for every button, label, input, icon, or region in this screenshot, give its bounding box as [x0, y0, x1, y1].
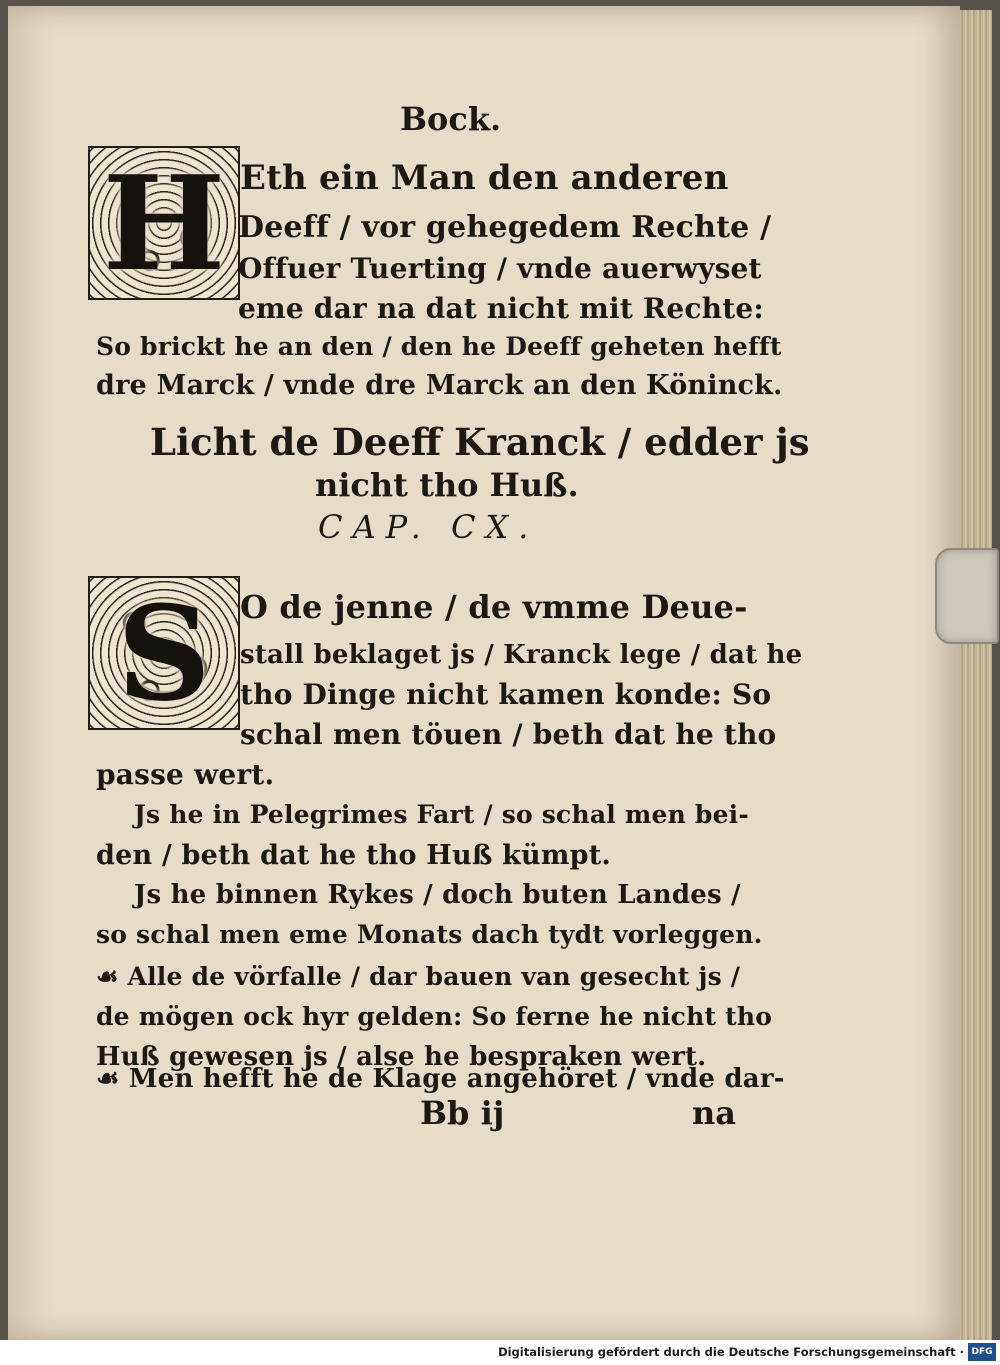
- text-line: So brickt he an den / den he Deeff geheten hefft: [96, 332, 782, 361]
- text-line: Js he binnen Rykes / doch buten Landes /: [134, 880, 741, 910]
- text-line: O de jenne / de vmme Deue-: [240, 588, 748, 626]
- text-line: Deeff / vor gehegedem Rechte /: [238, 210, 772, 245]
- decorated-initial-s: [88, 576, 240, 730]
- text-line: eme dar na dat nicht mit Rechte:: [238, 292, 764, 325]
- text-line: schal men töuen / beth dat he tho: [240, 718, 777, 751]
- text-line: Huß gewesen js / alse he bespraken wert.: [96, 1042, 707, 1072]
- catchword: na: [692, 1094, 736, 1132]
- text-line: stall beklaget js / Kranck lege / dat he: [240, 640, 803, 670]
- text-line: Offuer Tuerting / vnde auerwyset: [238, 252, 762, 285]
- section-heading: nicht tho Huß.: [315, 466, 579, 504]
- footer-credit: Digitalisierung gefördert durch die Deutsche Forschungsgemeinschaft ·: [498, 1345, 964, 1359]
- text-line: passe wert.: [96, 758, 275, 791]
- text-line: Js he in Pelegrimes Fart / so schal men bei-: [134, 800, 749, 829]
- book-clasp: [935, 548, 999, 644]
- text-line: ☙ Alle de vörfalle / dar bauen van gesecht js /: [96, 962, 741, 991]
- text-line: tho Dinge nicht kamen konde: So: [240, 678, 772, 711]
- text-line: Eth ein Man den anderen: [240, 158, 729, 198]
- signature-mark: Bb ij: [420, 1094, 505, 1132]
- text-line: de mögen ock hyr gelden: So ferne he nicht tho: [96, 1002, 773, 1031]
- initial-letter: S: [117, 576, 211, 730]
- text-line: so schal men eme Monats dach tydt vorleggen.: [96, 920, 763, 949]
- section-heading: Licht de Deeff Kranck / edder js: [150, 420, 810, 464]
- chapter-number: CAP. CX.: [318, 508, 539, 546]
- text-line: den / beth dat he tho Huß kümpt.: [96, 840, 611, 871]
- dfg-logo: DFG: [968, 1343, 996, 1361]
- page-edges: [958, 10, 992, 1340]
- text-line: ☙ Men hefft he de Klage angehöret / vnde dar-: [96, 1064, 785, 1094]
- decorated-initial-h: [88, 146, 240, 300]
- running-head: Bock.: [400, 100, 502, 138]
- initial-letter: H: [102, 146, 226, 300]
- text-line: dre Marck / vnde dre Marck an den Köninck.: [96, 370, 783, 401]
